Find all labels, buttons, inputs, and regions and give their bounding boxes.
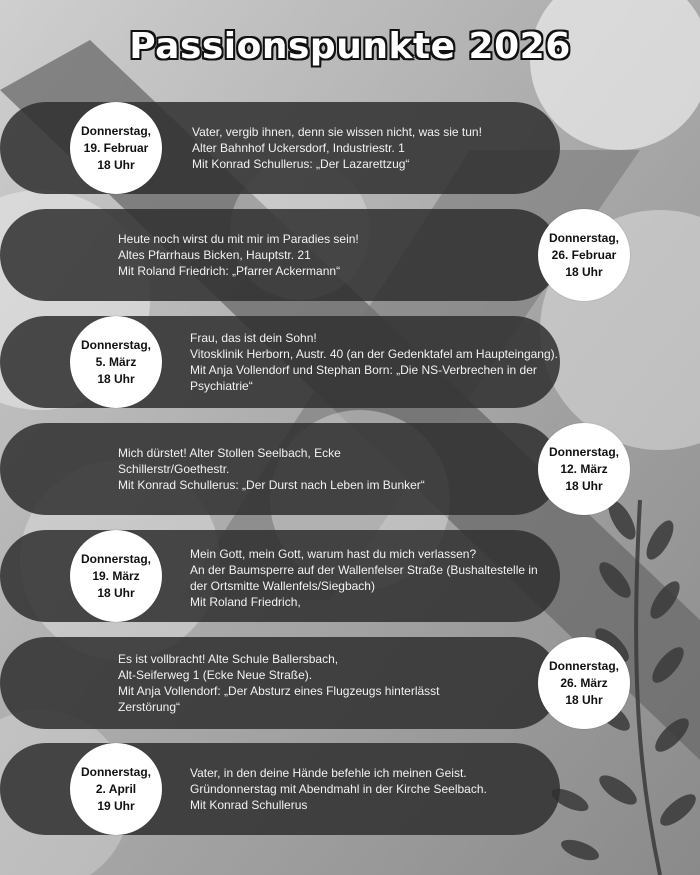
date-day: 26. Februar <box>551 247 617 262</box>
date-badge <box>70 530 162 622</box>
event-line: Mit Konrad Schullerus: „Der Lazarettzug“ <box>192 157 410 171</box>
event-line: Mein Gott, mein Gott, warum hast du mich verlassen? <box>190 547 477 561</box>
event-line: Psychiatrie“ <box>190 379 253 393</box>
event-line: Frau, das ist dein Sohn! <box>190 331 317 345</box>
event-text <box>190 330 558 394</box>
event-line: Mit Roland Friedrich: „Pfarrer Ackermann“ <box>118 264 341 278</box>
date-weekday: Donnerstag, <box>80 764 151 779</box>
event-line: An der Baumsperre auf der Wallenfelser Straße (Bushaltestelle in <box>190 563 538 577</box>
event-line: Mit Roland Friedrich, <box>190 595 301 609</box>
event-line: Schillerstr/Goethestr. <box>118 462 230 476</box>
date-time: 18 Uhr <box>565 264 603 279</box>
event-line: Alt-Seiferweg 1 (Ecke Neue Straße). <box>118 668 313 682</box>
event-line: Heute noch wirst du mit mir im Paradies sein! <box>118 232 359 246</box>
date-weekday: Donnerstag, <box>548 658 619 673</box>
date-time: 18 Uhr <box>565 692 603 707</box>
date-time: 18 Uhr <box>97 371 135 386</box>
page-title: Passionspunkte 2026 <box>129 26 571 67</box>
event-line: Gründonnerstag mit Abendmahl in der Kirche Seelbach. <box>190 782 487 796</box>
event-line: Mit Anja Vollendorf und Stephan Born: „Die NS-Verbrechen in der <box>190 363 537 377</box>
date-weekday: Donnerstag, <box>548 230 619 245</box>
event-text <box>192 124 482 172</box>
event-line: Vitosklinik Herborn, Austr. 40 (an der Gedenktafel am Haupteingang). <box>190 347 558 361</box>
date-day: 26. März <box>560 675 608 690</box>
event-text <box>190 765 487 813</box>
date-time: 18 Uhr <box>97 157 135 172</box>
event-line: Zerstörung“ <box>118 700 181 714</box>
event-line: Mit Anja Vollendorf: „Der Absturz eines Flugzeugs hinterlässt <box>118 684 440 698</box>
date-time: 18 Uhr <box>565 478 603 493</box>
date-badge <box>538 209 630 301</box>
event-line: Altes Pfarrhaus Bicken, Hauptstr. 21 <box>118 248 311 262</box>
date-badge <box>538 423 630 515</box>
event-line: Mit Konrad Schullerus: „Der Durst nach Leben im Bunker“ <box>118 478 425 492</box>
date-day: 19. Februar <box>83 140 149 155</box>
event-text <box>118 651 440 715</box>
date-weekday: Donnerstag, <box>80 551 151 566</box>
event-text <box>118 231 359 279</box>
date-day: 19. März <box>92 568 140 583</box>
event-line: Mich dürstet! Alter Stollen Seelbach, Ecke <box>118 446 341 460</box>
event-text <box>118 445 425 493</box>
event-line: Alter Bahnhof Uckersdorf, Industriestr. 1 <box>192 141 405 155</box>
date-weekday: Donnerstag, <box>80 337 151 352</box>
date-time: 18 Uhr <box>97 585 135 600</box>
date-badge <box>70 316 162 408</box>
event-line: Vater, in den deine Hände befehle ich meinen Geist. <box>190 766 467 780</box>
date-badge <box>70 743 162 835</box>
date-weekday: Donnerstag, <box>80 123 151 138</box>
date-badge <box>538 637 630 729</box>
date-time: 19 Uhr <box>97 798 135 813</box>
date-weekday: Donnerstag, <box>548 444 619 459</box>
date-day: 2. April <box>95 781 137 796</box>
event-line: Vater, vergib ihnen, denn sie wissen nicht, was sie tun! <box>192 125 482 139</box>
date-badge <box>70 102 162 194</box>
event-text <box>190 546 538 610</box>
event-line: Es ist vollbracht! Alte Schule Ballersbach, <box>118 652 339 666</box>
date-day: 5. März <box>95 354 137 369</box>
date-day: 12. März <box>560 461 608 476</box>
event-line: Mit Konrad Schullerus <box>190 798 308 812</box>
event-line: der Ortsmitte Wallenfels/Siegbach) <box>190 579 375 593</box>
